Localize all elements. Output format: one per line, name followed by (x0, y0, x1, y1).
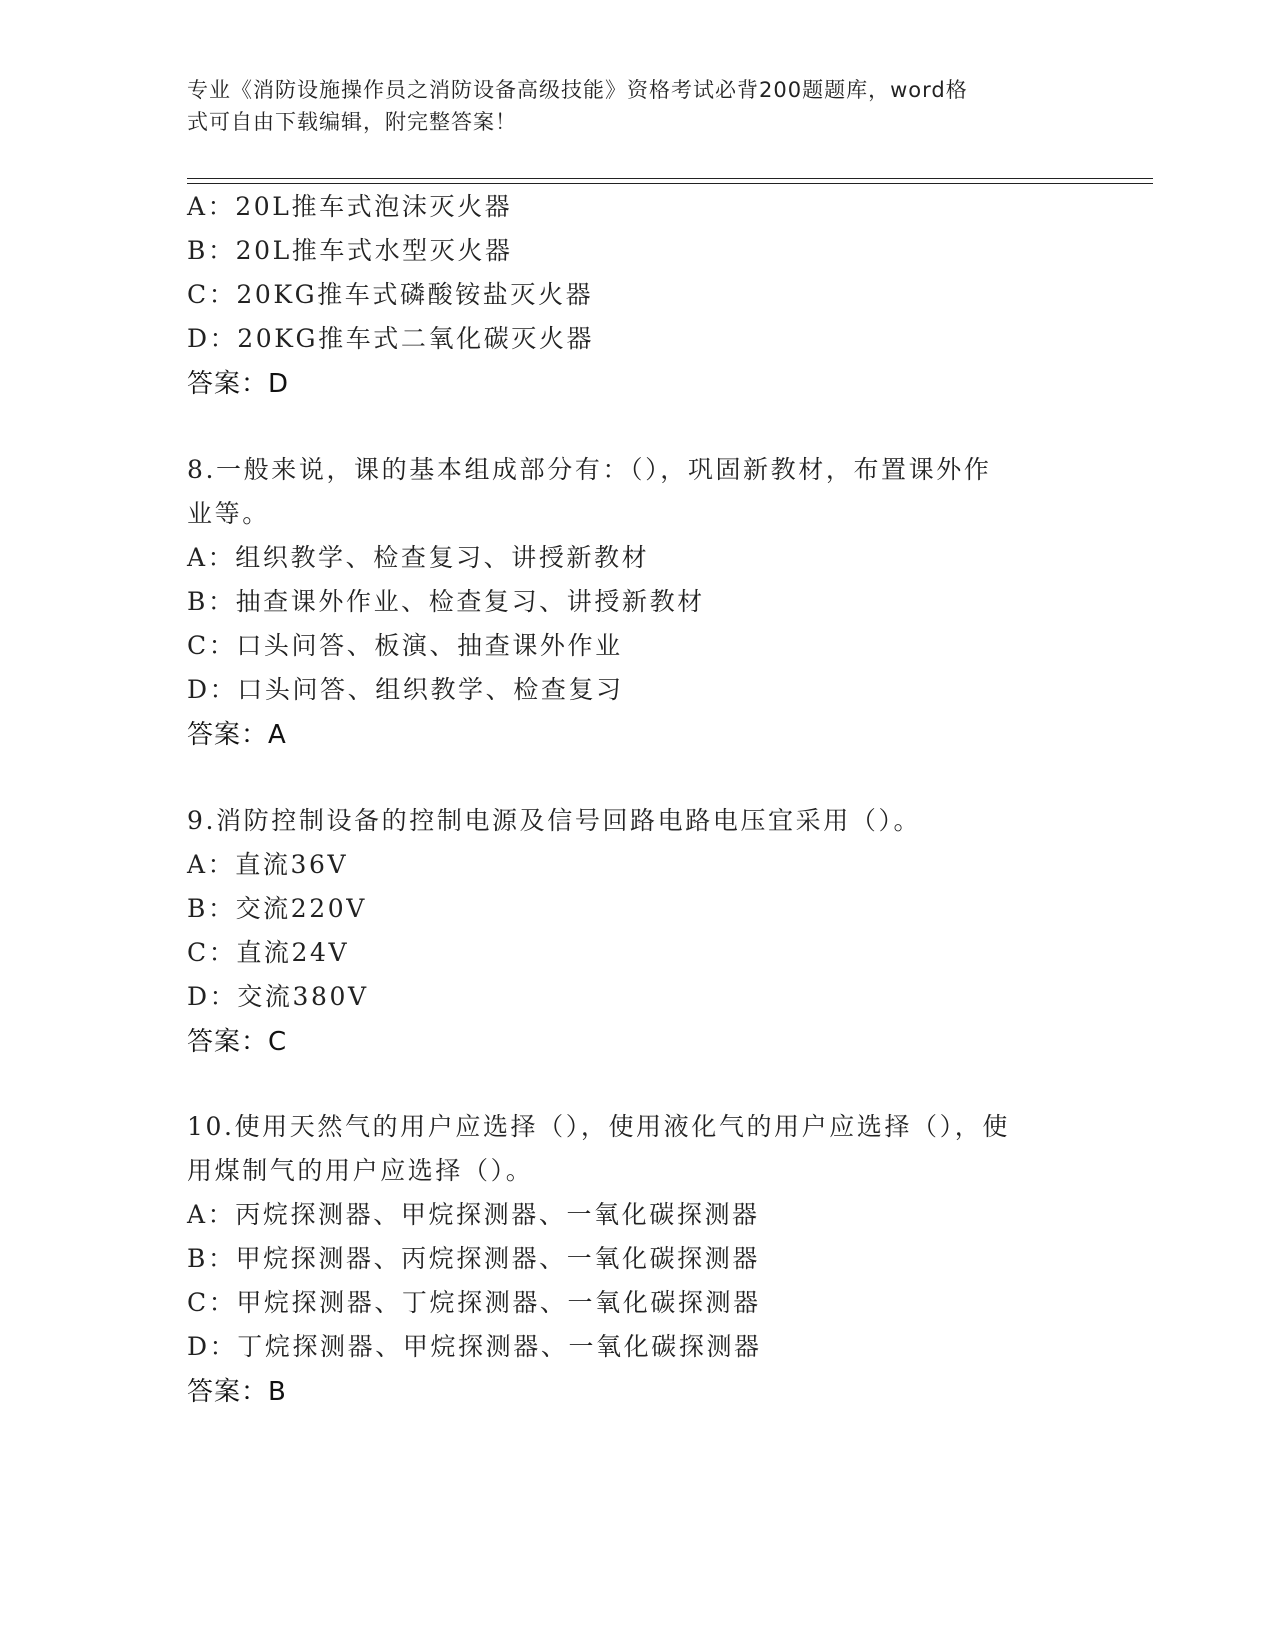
q9-option-a: A：直流36V (187, 850, 349, 879)
q9-option-d: D：交流380V (187, 982, 369, 1011)
q10-answer: 答案：B (187, 1377, 287, 1407)
header-line-1: 专业《消防设施操作员之消防设备高级技能》资格考试必背200题题库，word格 (187, 78, 968, 102)
header-divider-top (187, 178, 1153, 179)
q10-stem-line-1: 10.使用天然气的用户应选择（），使用液化气的用户应选择（），使 (187, 1112, 1010, 1141)
q8-option-a: A：组织教学、检查复习、讲授新教材 (187, 543, 650, 572)
q8-answer: 答案：A (187, 720, 287, 750)
q10-option-b: B：甲烷探测器、丙烷探测器、一氧化碳探测器 (187, 1244, 760, 1273)
q7-option-d: D：20KG推车式二氧化碳灭火器 (187, 324, 595, 353)
q8-option-c: C：口头问答、板演、抽查课外作业 (187, 631, 623, 660)
q10-option-a: A：丙烷探测器、甲烷探测器、一氧化碳探测器 (187, 1200, 760, 1229)
q7-option-a: A：20L推车式泡沫灭火器 (187, 192, 513, 221)
q8-stem-line-2: 业等。 (187, 499, 270, 528)
q7-option-b: B：20L推车式水型灭火器 (187, 236, 513, 265)
q10-stem-line-2: 用煤制气的用户应选择（）。 (187, 1156, 534, 1185)
document-header (187, 74, 1067, 138)
q8-stem-line-1: 8.一般来说，课的基本组成部分有：（），巩固新教材，布置课外作 (187, 455, 992, 484)
q7-option-c: C：20KG推车式磷酸铵盐灭火器 (187, 280, 594, 309)
q9-answer: 答案：C (187, 1027, 288, 1057)
q10-option-d: D：丁烷探测器、甲烷探测器、一氧化碳探测器 (187, 1332, 762, 1361)
header-line-2: 式可自由下载编辑，附完整答案！ (187, 110, 517, 134)
q7-answer: 答案：D (187, 369, 290, 399)
q8-option-d: D：口头问答、组织教学、检查复习 (187, 675, 624, 704)
header-divider-bottom (187, 183, 1153, 184)
q10-option-c: C：甲烷探测器、丁烷探测器、一氧化碳探测器 (187, 1288, 761, 1317)
q9-stem-line-1: 9.消防控制设备的控制电源及信号回路电路电压宜采用（）。 (187, 806, 922, 835)
q9-option-b: B：交流220V (187, 894, 367, 923)
q8-option-b: B：抽查课外作业、检查复习、讲授新教材 (187, 587, 705, 616)
q9-option-c: C：直流24V (187, 938, 350, 967)
